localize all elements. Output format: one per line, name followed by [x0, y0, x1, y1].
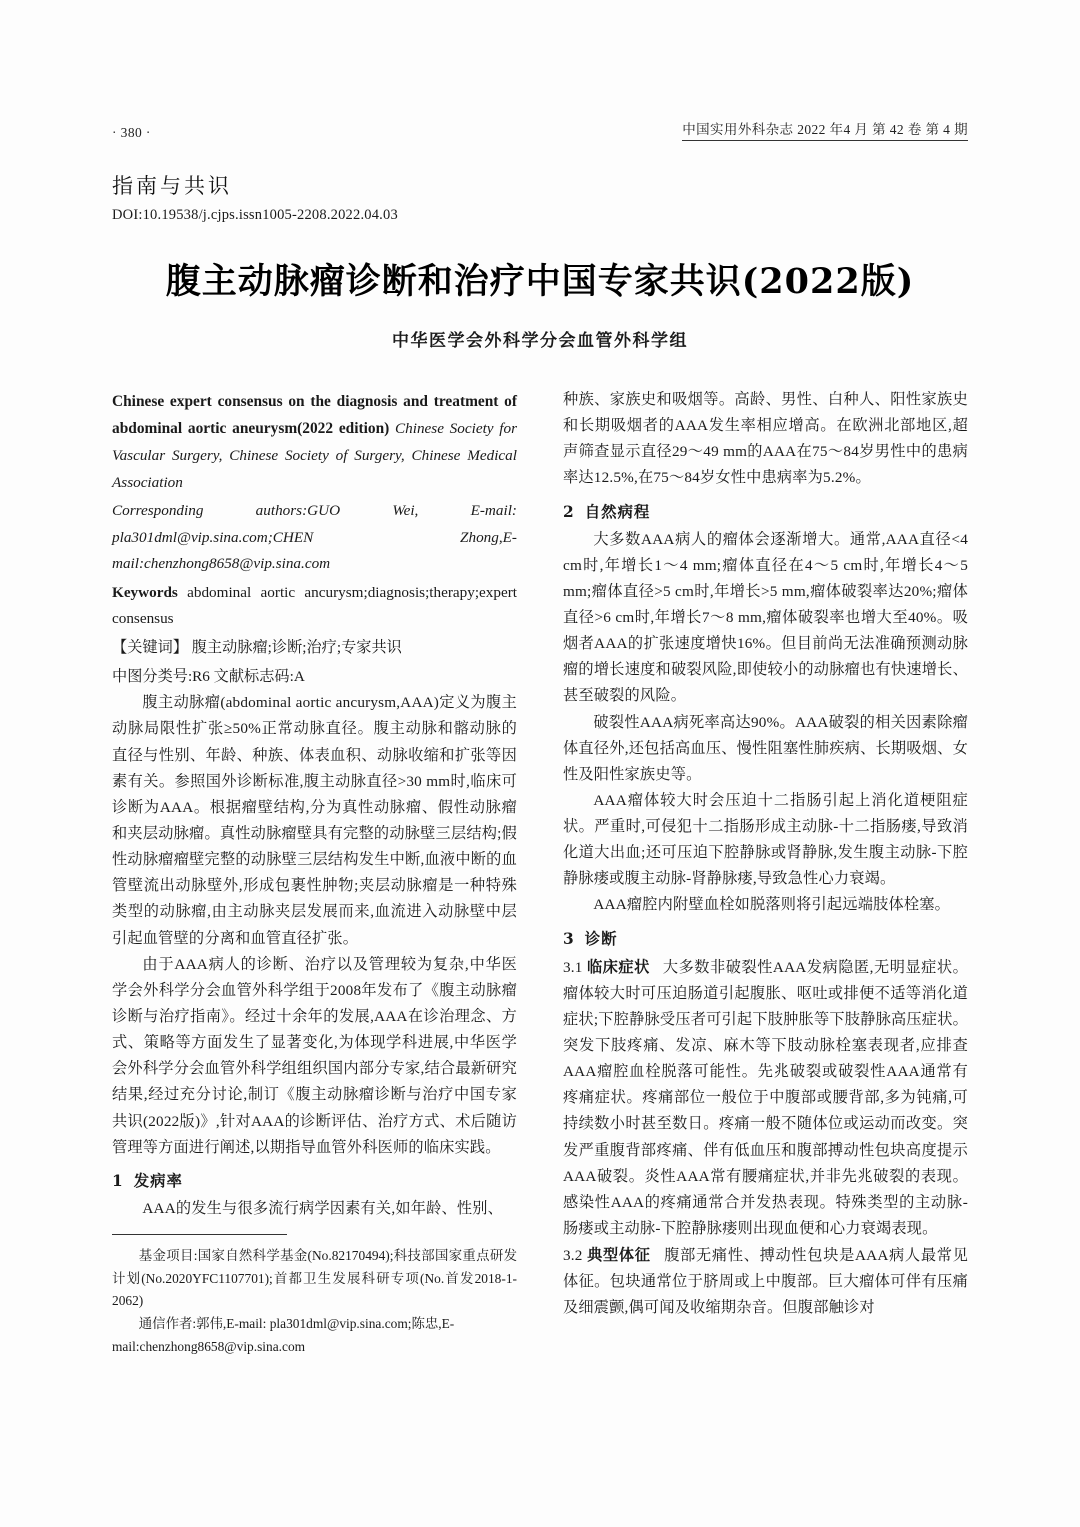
- subsection-3-2-number: 3.2: [563, 1247, 583, 1265]
- subsection-3-2-text: 腹部无痛性、搏动性包块是AAA病人最常见体征。包块通常位于脐周或上中腹部。巨大瘤体可伴有压痛及细震颤,偶可闻及收缩期杂音。但腹部触诊对: [563, 1247, 968, 1317]
- section-heading-1: [112, 1169, 517, 1194]
- english-keywords-block: [112, 580, 517, 633]
- section-1-number: 1: [112, 1171, 124, 1190]
- subsection-3-2: [563, 1242, 968, 1321]
- chinese-keywords-block: [112, 635, 517, 662]
- keywords-en: abdominal aortic ancurysm;diagnosis;therapy;expert consensus: [112, 583, 517, 628]
- subsection-3-1-title: 临床症状: [586, 957, 650, 976]
- correspondence-note-cont: mail:chenzhong8658@vip.sina.com: [112, 1339, 306, 1354]
- section-2-title: 自然病程: [584, 502, 651, 521]
- journal-info: 中国实用外科杂志 2022 年4 月 第 42 卷 第 4 期: [682, 118, 968, 141]
- section-3-title: 诊断: [584, 929, 618, 948]
- section-heading-3: [563, 927, 968, 952]
- english-abstract-block: [112, 389, 517, 496]
- subsection-3-1: [563, 954, 968, 1243]
- corresponding-authors: Corresponding authors:GUO Wei, E-mail: pla301dml@vip.sina.com;CHEN Zhong,E-mail:chenzhong8658@vip.sina.com: [112, 502, 517, 573]
- paragraph-thrombus: AAA瘤腔内附壁血栓如脱落则将引起远端肢体栓塞。: [593, 896, 951, 914]
- left-column: [112, 387, 517, 1359]
- subsection-3-2-title: 典型体征: [587, 1246, 651, 1265]
- keywords-zh: 腹主动脉瘤;诊断;治疗;专家共识: [191, 639, 402, 657]
- doi: DOI:10.19538/j.cjps.issn1005-2208.2022.04.03: [112, 207, 398, 223]
- page-content: [112, 118, 968, 1359]
- english-affiliation: Chinese Society for Vascular Surgery, Chinese Society of Surgery, Chinese Medical Association: [112, 419, 517, 491]
- section-1-title: 发病率: [133, 1171, 183, 1190]
- page-number: · 380 ·: [112, 125, 151, 140]
- paragraph-growth: 大多数AAA病人的瘤体会逐渐增大。通常,AAA直径<4 cm时,年增长1～4 mm;瘤体直径在4～5 cm时,年增长4～5 mm;瘤体直径>5 cm时,年增长>5 mm,瘤体破裂率达20%;瘤体直径>6 cm时,年增长7～8 mm,瘤体破裂率也增大至40%。吸烟者AAA的扩张速度增快16%。但目前尚无法准确预测动脉瘤的增长速度和破裂风险,即使较小的动脉瘤也有快速增长、甚至破裂的风险。: [563, 530, 968, 705]
- paragraph-compression: AAA瘤体较大时会压迫十二指肠引起上消化道梗阻症状。严重时,可侵犯十二指肠形成主动脉-十二指肠瘘,导致消化道大出血;还可压迫下腔静脉或肾静脉,发生腹主动脉-下腔静脉瘘或腹主动脉-肾静脉瘘,导致急性心力衰竭。: [563, 791, 968, 888]
- running-head: [112, 118, 968, 144]
- correspondence-note: 通信作者:郭伟,E-mail: pla301dml@vip.sina.com;陈忠,E-: [138, 1316, 455, 1332]
- footnote-block: [112, 1245, 517, 1359]
- funding-note: 基金项目:国家自然科学基金(No.82170494);科技部国家重点研发计划(No.2020YFC1107701);首都卫生发展科研专项(No.首发2018-1-2062): [112, 1247, 517, 1309]
- english-title: Chinese expert consensus on the diagnosis and treatment of abdominal aortic aneurysm(2022 edition): [112, 393, 517, 437]
- paragraph-definition: 腹主动脉瘤(abdominal aortic ancurysm,AAA)定义为腹主动脉局限性扩张≥50%正常动脉直径。腹主动脉和髂动脉的直径与性别、年龄、种族、体表血积、动脉收缩和扩张等因素有关。参照国外诊断标准,腹主动脉直径>30 mm时,临床可诊断为AAA。根据瘤壁结构,分为真性动脉瘤、假性动脉瘤和夹层动脉瘤。真性动脉瘤壁具有完整的动脉壁三层结构;假性动脉瘤瘤壁完整的动脉壁三层结构发生中断,血液中断的血管壁流出动脉壁外,形成包裹性肿物;夹层动脉瘤是一种特殊类型的动脉瘤,由主动脉夹层发展而来,血流进入动脉壁中层引起血管壁的分离和血管直径扩张。: [112, 694, 517, 947]
- keywords-label-en: Keywords: [112, 583, 178, 601]
- subsection-3-1-number: 3.1: [563, 958, 583, 976]
- body-columns: [112, 387, 968, 1359]
- author-group: 中华医学会外科学分会血管外科学组: [392, 331, 688, 351]
- section-3-number: 3: [563, 929, 575, 948]
- section-heading-2: [563, 500, 968, 525]
- section-2-number: 2: [563, 502, 575, 521]
- classification-code: 中图分类号:R6 文献标志码:A: [112, 667, 305, 685]
- column-name: 指南与共识: [112, 174, 232, 198]
- paragraph-rupture: 破裂性AAA病死率高达90%。AAA破裂的相关因素除瘤体直径外,还包括高血压、慢性阻塞性肺疾病、长期吸烟、女性及阳性家族史等。: [563, 713, 968, 783]
- subsection-3-1-text: 大多数非破裂性AAA发病隐匿,无明显症状。瘤体较大时可压迫肠道引起腹胀、呕吐或排便不适等消化道症状;下腔静脉受压者可引起下肢肿胀等下肢静脉高压症状。突发下肢疼痛、发凉、麻木等下肢动脉栓塞表现者,应排查AAA瘤腔血栓脱落可能性。先兆破裂或破裂性AAA通常有疼痛症状。疼痛部位一般位于中腹部或腰背部,多为钝痛,可持续数小时甚至数日。疼痛一般不随体位或运动而改变。突发严重腹背部疼痛、伴有低血压和腹部搏动性包块高度提示AAA破裂。炎性AAA常有腰痛症状,并非先兆破裂的表现。感染性AAA的疼痛通常合并发热表现。特殊类型的主动脉-肠瘘或主动脉-下腔静脉瘘则出现血便和心力衰竭表现。: [563, 958, 969, 1237]
- keywords-label-zh: 【关键词】: [112, 639, 188, 657]
- paragraph-epidemiology-cont: 种族、家族史和吸烟等。高龄、男性、白种人、阳性家族史和长期吸烟者的AAA发生率相应增高。在欧洲北部地区,超声筛查显示直径29～49 mm的AAA在75～84岁男性中的患病率达12.5%,在75～84岁女性中患病率为5.2%。: [563, 391, 968, 487]
- paragraph-background: 由于AAA病人的诊断、治疗以及管理较为复杂,中华医学会外科学分会血管外科学组于2008年发布了《腹主动脉瘤诊断与治疗指南》。经过十余年的发展,AAA在诊治理念、方式、策略等方面发生了显著变化,为体现学科进展,中华医学会外科学分会血管外科学组组织国内部分专家,结合最新研究结果,经过充分讨论,制订《腹主动脉瘤诊断与治疗中国专家共识(2022版)》,针对AAA的诊断评估、治疗方式、术后随访管理等方面进行阐述,以期指导血管外科医师的临床实践。: [112, 955, 517, 1156]
- section-1-text: AAA的发生与很多流行病学因素有关,如年龄、性别、: [142, 1199, 504, 1217]
- footnote-divider: [112, 1234, 287, 1235]
- right-column: [563, 387, 968, 1359]
- page-title: 腹主动脉瘤诊断和治疗中国专家共识(2022版): [165, 261, 915, 302]
